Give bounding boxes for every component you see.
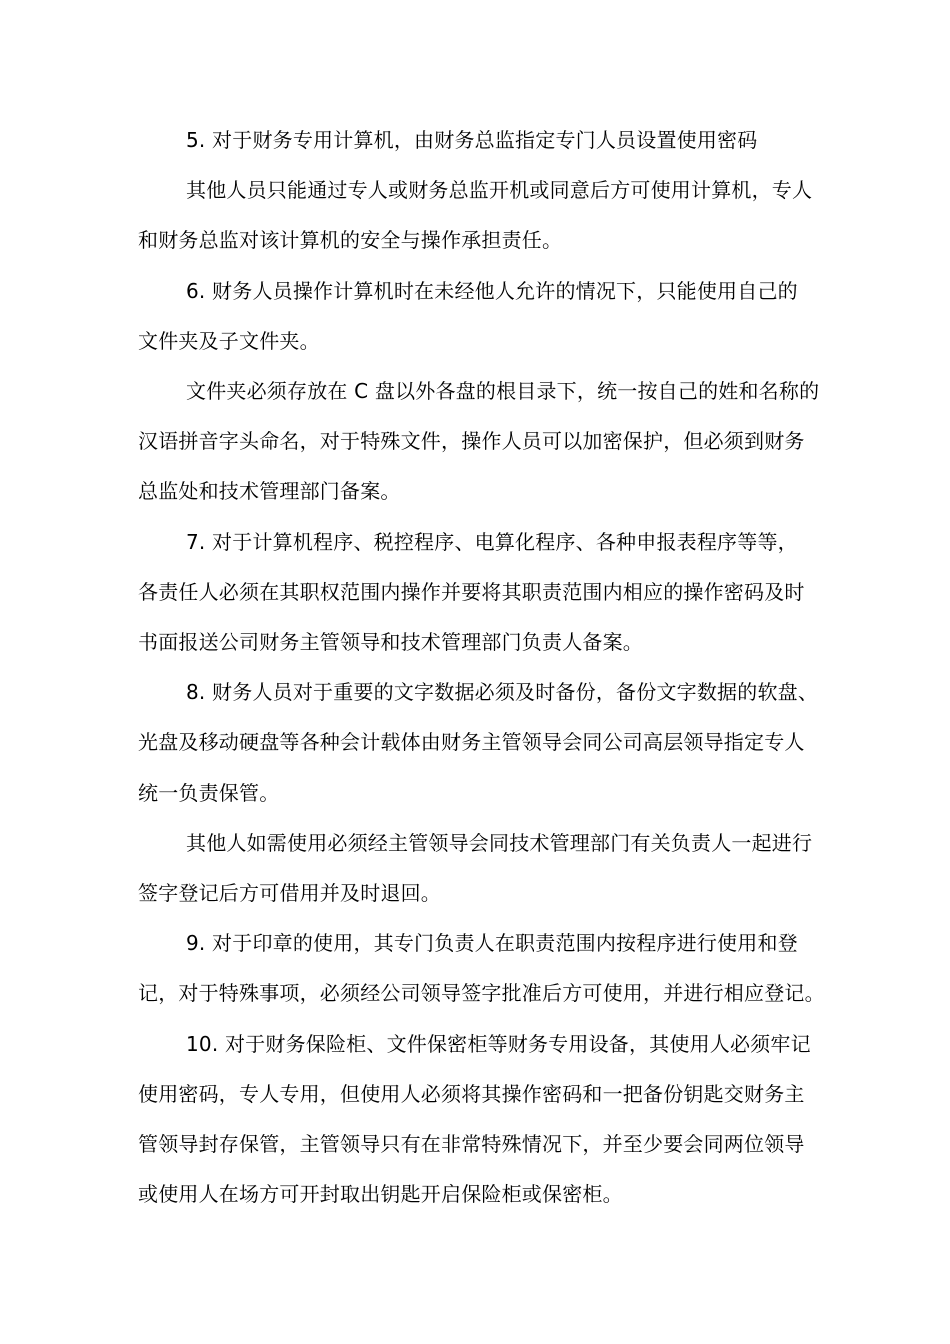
text-line-11: 书面报送公司财务主管领导和技术管理部门负责人备案。 xyxy=(138,630,643,654)
text-line-18: 记，对于特殊事项，必须经公司领导签字批准后方可使用，并进行相应登记。 xyxy=(138,981,825,1005)
text-line-22: 或使用人在场方可开封取出钥匙开启保险柜或保密柜。 xyxy=(138,1182,623,1206)
text-line-2: 其他人员只能通过专人或财务总监开机或同意后方可使用计算机，专人 xyxy=(186,178,813,202)
text-line-3: 和财务总监对该计算机的安全与操作承担责任。 xyxy=(138,228,563,252)
text-line-17: 9. 对于印章的使用，其专门负责人在职责范围内按程序进行使用和登 xyxy=(186,931,798,955)
text-line-5: 文件夹及子文件夹。 xyxy=(138,329,320,353)
text-line-6: 文件夹必须存放在 C 盘以外各盘的根目录下，统一按自己的姓和名称的 xyxy=(186,379,820,403)
text-line-13: 光盘及移动硬盘等各种会计载体由财务主管领导会同公司高层领导指定专人 xyxy=(138,730,805,754)
text-line-20: 使用密码，专人专用，但使用人必须将其操作密码和一把备份钥匙交财务主 xyxy=(138,1082,805,1106)
text-line-9: 7. 对于计算机程序、税控程序、电算化程序、各种申报表程序等等， xyxy=(186,530,798,554)
text-line-14: 统一负责保管。 xyxy=(138,781,280,805)
text-line-16: 签字登记后方可借用并及时退回。 xyxy=(138,881,441,905)
text-line-19: 10. 对于财务保险柜、文件保密柜等财务专用设备，其使用人必须牢记 xyxy=(186,1032,811,1056)
text-line-7: 汉语拼音字头命名，对于特殊文件，操作人员可以加密保护，但必须到财务 xyxy=(138,429,805,453)
text-line-12: 8. 财务人员对于重要的文字数据必须及时备份，备份文字数据的软盘、 xyxy=(186,680,819,704)
text-line-21: 管领导封存保管，主管领导只有在非常特殊情况下，并至少要会同两位领导 xyxy=(138,1132,805,1156)
text-line-15: 其他人如需使用必须经主管领导会同技术管理部门有关负责人一起进行 xyxy=(186,831,813,855)
text-line-10: 各责任人必须在其职权范围内操作并要将其职责范围内相应的操作密码及时 xyxy=(138,580,805,604)
text-line-1: 5. 对于财务专用计算机，由财务总监指定专门人员设置使用密码 xyxy=(186,128,758,152)
text-line-8: 总监处和技术管理部门备案。 xyxy=(138,479,401,503)
text-line-4: 6. 财务人员操作计算机时在未经他人允许的情况下，只能使用自己的 xyxy=(186,279,798,303)
